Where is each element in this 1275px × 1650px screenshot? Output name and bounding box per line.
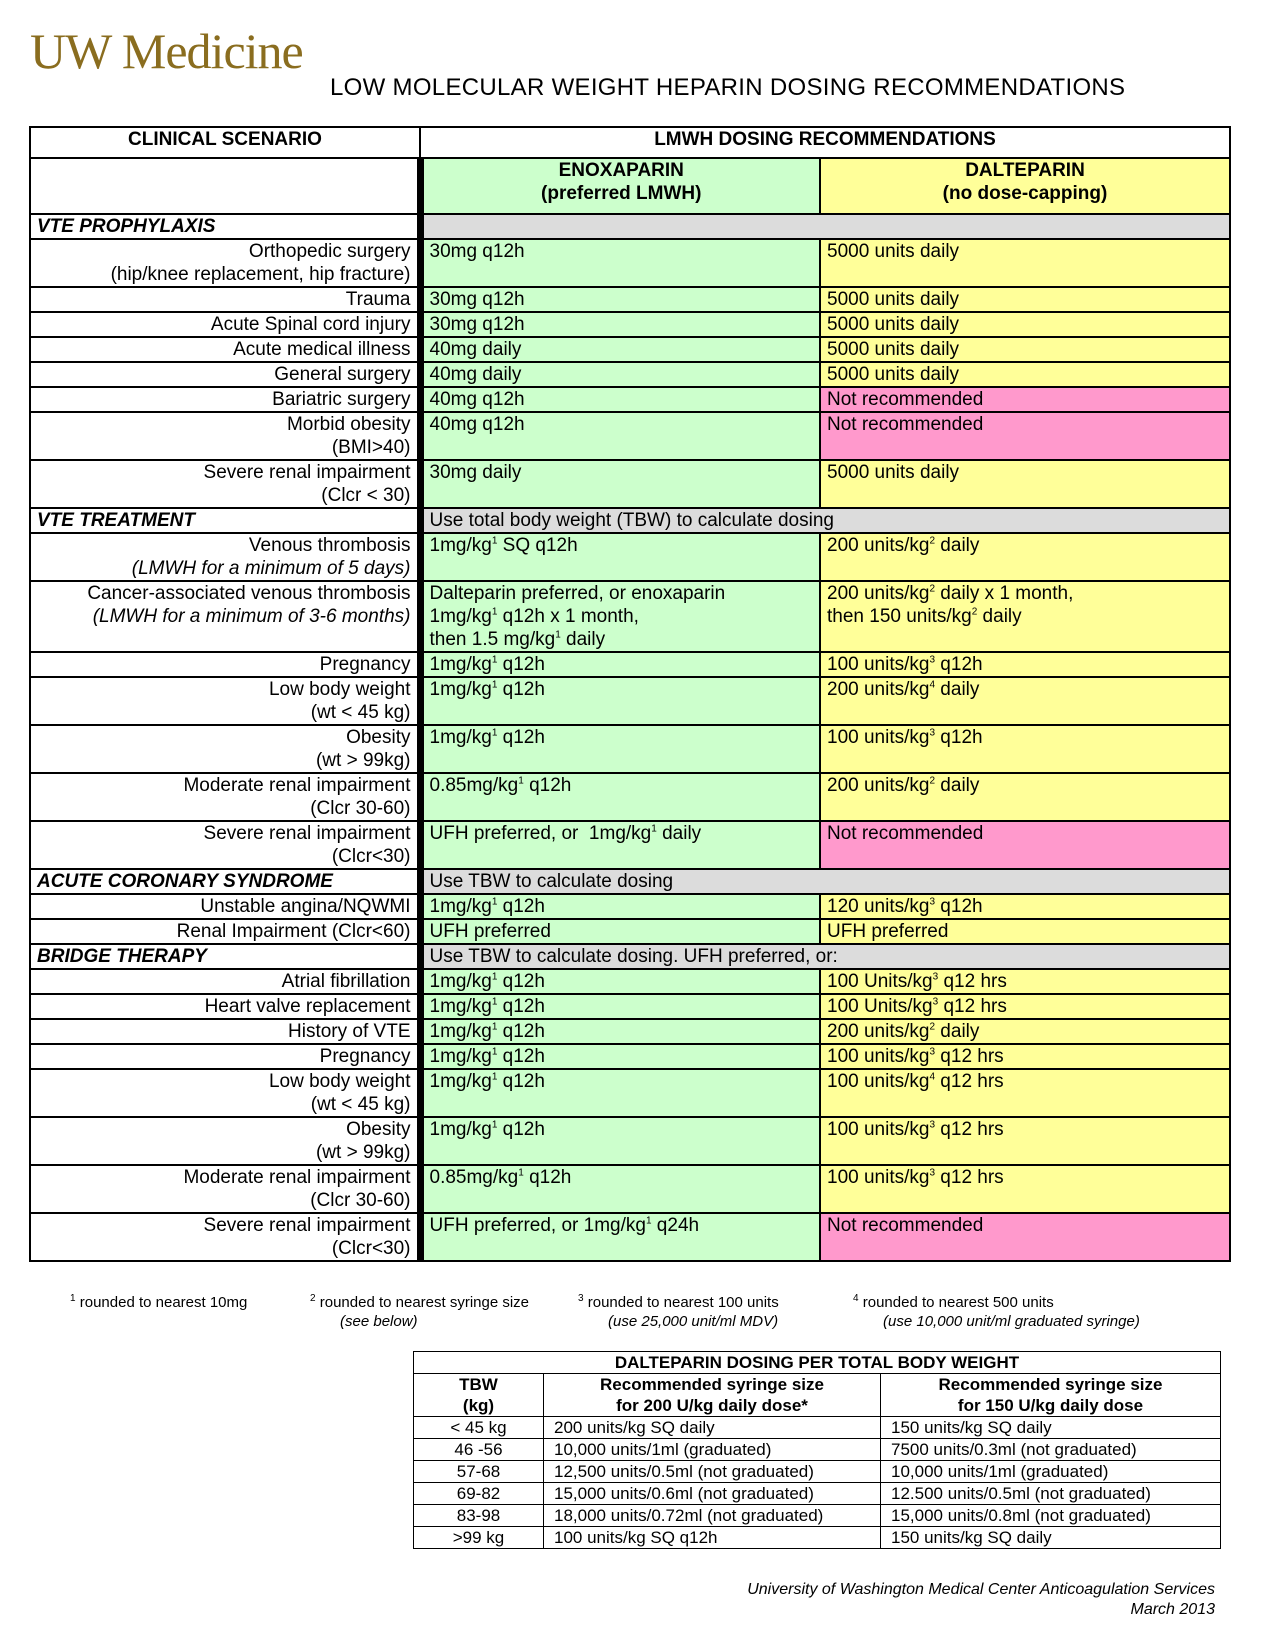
table-row: Atrial fibrillation $1mg/kg^1$ q12h 100 Units/$kg^3$ q12 hrs [30,969,1230,994]
table-row: Acute medical illness 40mg daily 5000 units daily [30,337,1230,362]
dose-table-title: DALTEPARIN DOSING PER TOTAL BODY WEIGHT [414,1352,1221,1374]
dose-150-header: Recommended syringe size for 150 U/kg daily dose [881,1374,1221,1417]
section-row: BRIDGE THERAPY Use TBW to calculate dosing. UFH preferred, or: [30,944,1230,969]
table-row: Severe renal impairment (Clcr<30) UFH preferred, or $1mg/kg^1$ q24h Not recommended [30,1213,1230,1261]
table-row: Cancer-associated venous thrombosis (LMWH for a minimum of 3-6 months) Dalteparin preferred, or enoxaparin $1mg/kg^1$ q12h x 1 month, then 1.5 $mg/kg^1$ daily 200 units/$kg^2$ daily x 1 month, then 150 units/$kg^2$ daily [30,581,1230,652]
section-bridge-therapy: BRIDGE THERAPY [30,944,420,969]
table-row: >99 kg 100 units/kg SQ q12h 150 units/kg SQ daily [414,1527,1221,1549]
table-row: Venous thrombosis (LMWH for a minimum of 5 days) $1mg/kg^1$ SQ q12h 200 units/$kg^2$ daily [30,533,1230,581]
table-row: Low body weight (wt < 45 kg) $1mg/kg^1$ q12h 100 units/$kg^4$ q12 hrs [30,1069,1230,1117]
table-row: Obesity (wt > 99kg) $1mg/kg^1$ q12h 100 units/$kg^3$ q12 hrs [30,1117,1230,1165]
uw-medicine-logo: UW Medicine [30,23,303,79]
footnote-4: $^4$ rounded to nearest 500 units (use 10,000 unit/ml graduated syringe) [853,1293,1140,1330]
table-row: 46 -56 10,000 units/1ml (graduated) 7500 units/0.3ml (not graduated) [414,1439,1221,1461]
clinical-scenario-header: CLINICAL SCENARIO [30,127,420,158]
page-title: LOW MOLECULAR WEIGHT HEPARIN DOSING RECOMMENDATIONS [330,74,1126,101]
footnote-2: $^2$ rounded to nearest syringe size (see below) [310,1293,530,1330]
table-row: Pregnancy $1mg/kg^1$ q12h 100 units/$kg^3$ q12 hrs [30,1044,1230,1069]
table-row: Moderate renal impairment (Clcr 30-60) $0.85mg/kg^1$ q12h 100 units/$kg^3$ q12 hrs [30,1165,1230,1213]
table-row: History of VTE $1mg/kg^1$ q12h 200 units/$kg^2$ daily [30,1019,1230,1044]
credit-footer: University of Washington Medical Center Anticoagulation Services March 2013 [747,1581,1215,1618]
table-row: 83-98 18,000 units/0.72ml (not graduated) 15,000 units/0.8ml (not graduated) [414,1505,1221,1527]
table-row: Moderate renal impairment (Clcr 30-60) $0.85mg/kg^1$ q12h 200 units/$kg^2$ daily [30,773,1230,821]
lmwh-recommendations-header: LMWH DOSING RECOMMENDATIONS [420,127,1230,158]
table-row: Obesity (wt > 99kg) $1mg/kg^1$ q12h 100 units/$kg^3$ q12h [30,725,1230,773]
section-row [30,214,1230,239]
table-row: Unstable angina/NQWMI $1mg/kg^1$ q12h 120 units/$kg^3$ q12h [30,894,1230,919]
table-row: 69-82 15,000 units/0.6ml (not graduated) 12.500 units/0.5ml (not graduated) [414,1483,1221,1505]
dosing-table [29,126,1231,1262]
section-vte-treatment: VTE TREATMENT [30,508,420,533]
section-row: ACUTE CORONARY SYNDROME Use TBW to calculate dosing [30,869,1230,894]
section-acute-coronary-syndrome: ACUTE CORONARY SYNDROME [30,869,420,894]
table-row: Low body weight (wt < 45 kg) $1mg/kg^1$ q12h 200 units/$kg^4$ daily [30,677,1230,725]
table-row: Pregnancy $1mg/kg^1$ q12h 100 units/$kg^3$ q12h [30,652,1230,677]
blank-header-cell [30,158,420,214]
table-row: General surgery 40mg daily 5000 units daily [30,362,1230,387]
section-row: VTE TREATMENT Use total body weight (TBW) to calculate dosing [30,508,1230,533]
enoxaparin-header: ENOXAPARIN (preferred LMWH) [420,158,820,214]
dalteparin-weight-table [413,1351,1221,1549]
section-vte-prophylaxis: VTE PROPHYLAXIS [30,214,420,239]
table-row: Orthopedic surgery (hip/knee replacement, hip fracture) 30mg q12h 5000 units daily [30,239,1230,287]
table-row: Bariatric surgery 40mg q12h Not recommended [30,387,1230,412]
dose-200-header: Recommended syringe size for 200 U/kg daily dose* [544,1374,881,1417]
footnote-1: $^1$ rounded to nearest 10mg [70,1293,248,1311]
table-row: < 45 kg 200 units/kg SQ daily 150 units/kg SQ daily [414,1417,1221,1439]
dalteparin-header: DALTEPARIN (no dose-capping) [820,158,1230,214]
table-row: Morbid obesity (BMI>40) 40mg q12h Not recommended [30,412,1230,460]
table-row: Trauma 30mg q12h 5000 units daily [30,287,1230,312]
table-row: Severe renal impairment (Clcr<30) UFH preferred, or $1mg/kg^1$ daily Not recommended [30,821,1230,869]
table-row: Heart valve replacement $1mg/kg^1$ q12h 100 Units/$kg^3$ q12 hrs [30,994,1230,1019]
tbw-header: TBW (kg) [414,1374,544,1417]
table-row: 57-68 12,500 units/0.5ml (not graduated) 10,000 units/1ml (graduated) [414,1461,1221,1483]
footnote-3: $^3$ rounded to nearest 100 units (use 25,000 unit/ml MDV) [578,1293,779,1330]
table-row: Severe renal impairment (Clcr < 30) 30mg daily 5000 units daily [30,460,1230,508]
table-row: Renal Impairment (Clcr<60) UFH preferred UFH preferred [30,919,1230,944]
table-row: Acute Spinal cord injury 30mg q12h 5000 units daily [30,312,1230,337]
